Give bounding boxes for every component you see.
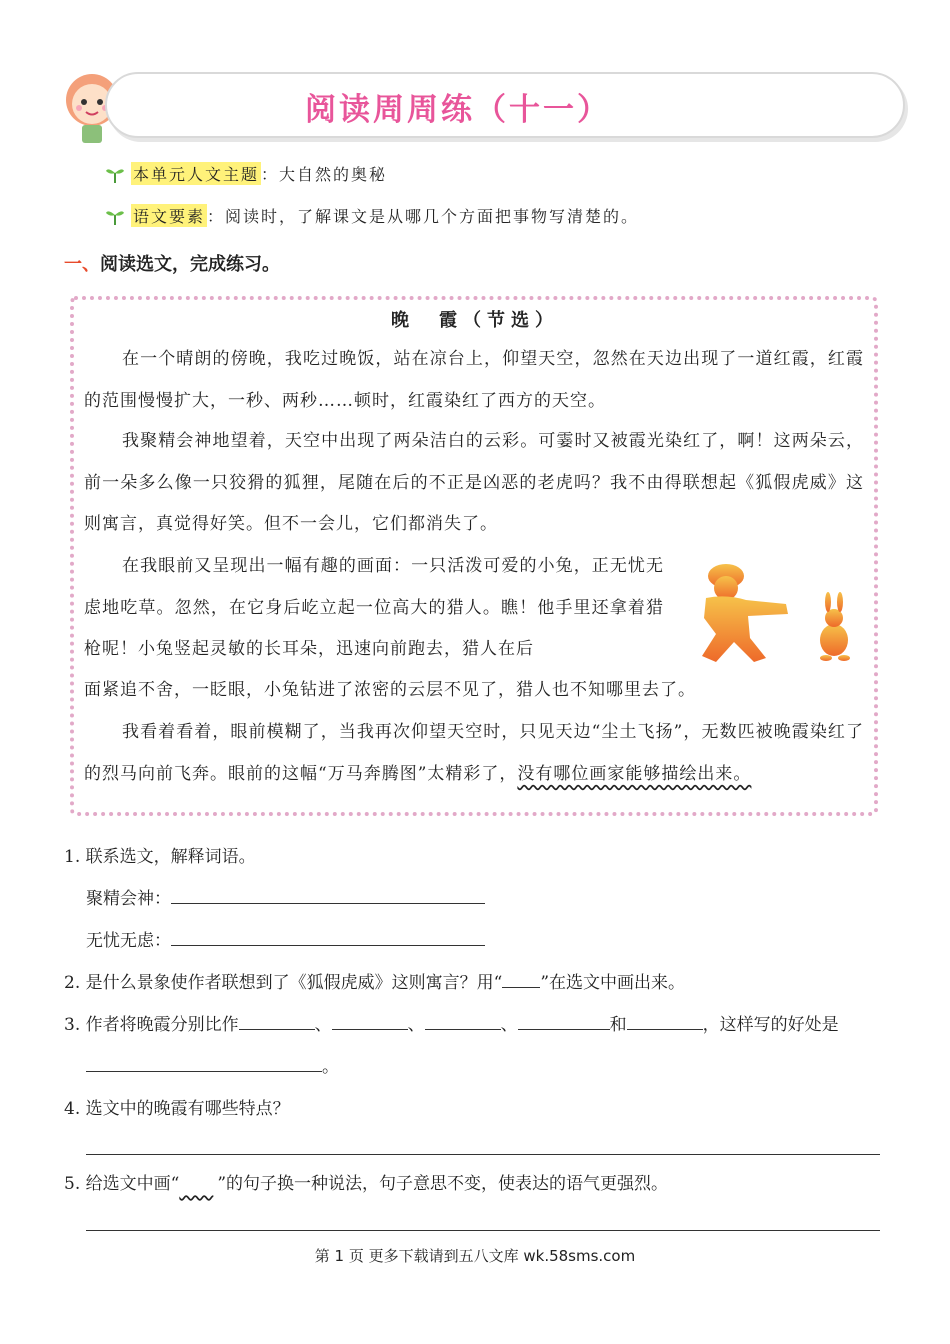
wavy-line-sample xyxy=(179,1169,217,1194)
question-1b-label: 无忧无虑： xyxy=(86,931,171,951)
separator: 、 xyxy=(500,1015,518,1035)
theme-label: 本单元人文主题 xyxy=(131,162,261,185)
answer-blank-benefit[interactable] xyxy=(86,1052,322,1072)
answer-blank-metaphor-1[interactable] xyxy=(239,1010,315,1030)
question-2-text-b: ”在选文中画出来。 xyxy=(540,973,686,993)
answer-line-q4[interactable] xyxy=(86,1154,880,1155)
wavy-underlined-sentence: 没有哪位画家能够描绘出来。 xyxy=(517,763,752,784)
question-3-text: 3. 作者将晚霞分别比作 xyxy=(64,1015,239,1035)
answer-line-q5[interactable] xyxy=(86,1230,880,1231)
question-3-end: 。 xyxy=(322,1057,339,1077)
answer-blank-metaphor-2[interactable] xyxy=(332,1010,408,1030)
passage-title: 晚 霞（节选） xyxy=(391,310,559,331)
section-heading-text: 阅读选文，完成练习。 xyxy=(100,254,280,275)
answer-blank-metaphor-4[interactable] xyxy=(518,1010,610,1030)
element-row xyxy=(105,204,639,227)
question-5 xyxy=(64,1169,668,1194)
sprout-icon xyxy=(105,207,125,225)
question-1: 1. 联系选文，解释词语。 xyxy=(64,847,256,867)
passage-paragraph-4 xyxy=(84,712,864,795)
question-1b xyxy=(86,926,485,951)
separator: 、 xyxy=(407,1015,425,1035)
answer-blank-metaphor-5[interactable] xyxy=(627,1010,703,1030)
passage-paragraph-2: 我聚精会神地望着，天空中出现了两朵洁白的云彩。可霎时又被霞光染红了，啊！这两朵云，前一朵多么像一只狡猾的狐狸，尾随在后的不正是凶恶的老虎吗？我不由得联想起《狐假虎威》这则寓言，真觉得好笑。但不一会儿，它们都消失了。 xyxy=(84,431,864,534)
question-3-continued xyxy=(86,1052,339,1077)
answer-blank-jujinghuishen[interactable] xyxy=(171,884,485,904)
question-1a xyxy=(86,884,485,909)
answer-blank-wuyouwulv[interactable] xyxy=(171,926,485,946)
passage-paragraph-4-text: 我看着看着，眼前模糊了，当我再次仰望天空时，只见天边“尘土飞扬”，无数匹被晚霞染红了的烈马向前飞奔。眼前的这幅“万马奔腾图”太精彩了， xyxy=(84,722,864,784)
question-2-text-a: 2. 是什么景象使作者联想到了《狐假虎威》这则寓言？用“ xyxy=(64,973,503,993)
section-heading xyxy=(64,250,280,276)
passage-paragraph-1: 在一个晴朗的傍晚，我吃过晚饭，站在凉台上，仰望天空，忽然在天边出现了一道红霞，红霞的范围慢慢扩大，一秒、两秒……顿时，红霞染红了西方的天空。 xyxy=(84,349,864,411)
underline-sample xyxy=(502,968,540,988)
passage-paragraph-3: 在我眼前又呈现出一幅有趣的画面：一只活泼可爱的小兔，正无忧无虑地吃草。忽然，在它身后屹立起一位高大的猎人。瞧！他手里还拿着猎枪呢！小兔竖起灵敏的长耳朵，迅速向前跑去，猎人在后 xyxy=(84,556,664,659)
answer-blank-metaphor-3[interactable] xyxy=(425,1010,501,1030)
theme-row xyxy=(105,162,387,185)
and-word: 和 xyxy=(609,1015,627,1035)
passage-paragraph-3-end: 面紧追不舍，一眨眼，小兔钻进了浓密的云层不见了，猎人也不知哪里去了。 xyxy=(84,680,696,700)
question-5-text-b: ”的句子换一种说法，句子意思不变，使表达的语气更强烈。 xyxy=(217,1174,669,1194)
question-2 xyxy=(64,968,685,993)
question-3-tail: ，这样写的好处是 xyxy=(702,1015,839,1035)
section-number: 一、 xyxy=(64,254,100,275)
question-5-text-a: 5. 给选文中画“ xyxy=(64,1174,180,1194)
question-4: 4. 选文中的晚霞有哪些特点？ xyxy=(64,1099,290,1119)
element-value: ：阅读时，了解课文是从哪几个方面把事物写清楚的。 xyxy=(207,207,640,226)
page-footer: 第 1 页 更多下载请到五八文库 wk.58sms.com xyxy=(314,1247,636,1265)
element-label: 语文要素 xyxy=(131,204,207,227)
page-title: 阅读周周练（十一） xyxy=(305,92,611,128)
theme-value: ：大自然的奥秘 xyxy=(261,165,388,184)
hunter-rabbit-silhouette-icon xyxy=(676,558,860,668)
separator: 、 xyxy=(314,1015,332,1035)
question-1a-label: 聚精会神： xyxy=(86,889,171,909)
question-3 xyxy=(64,1010,839,1035)
sprout-icon xyxy=(105,165,125,183)
